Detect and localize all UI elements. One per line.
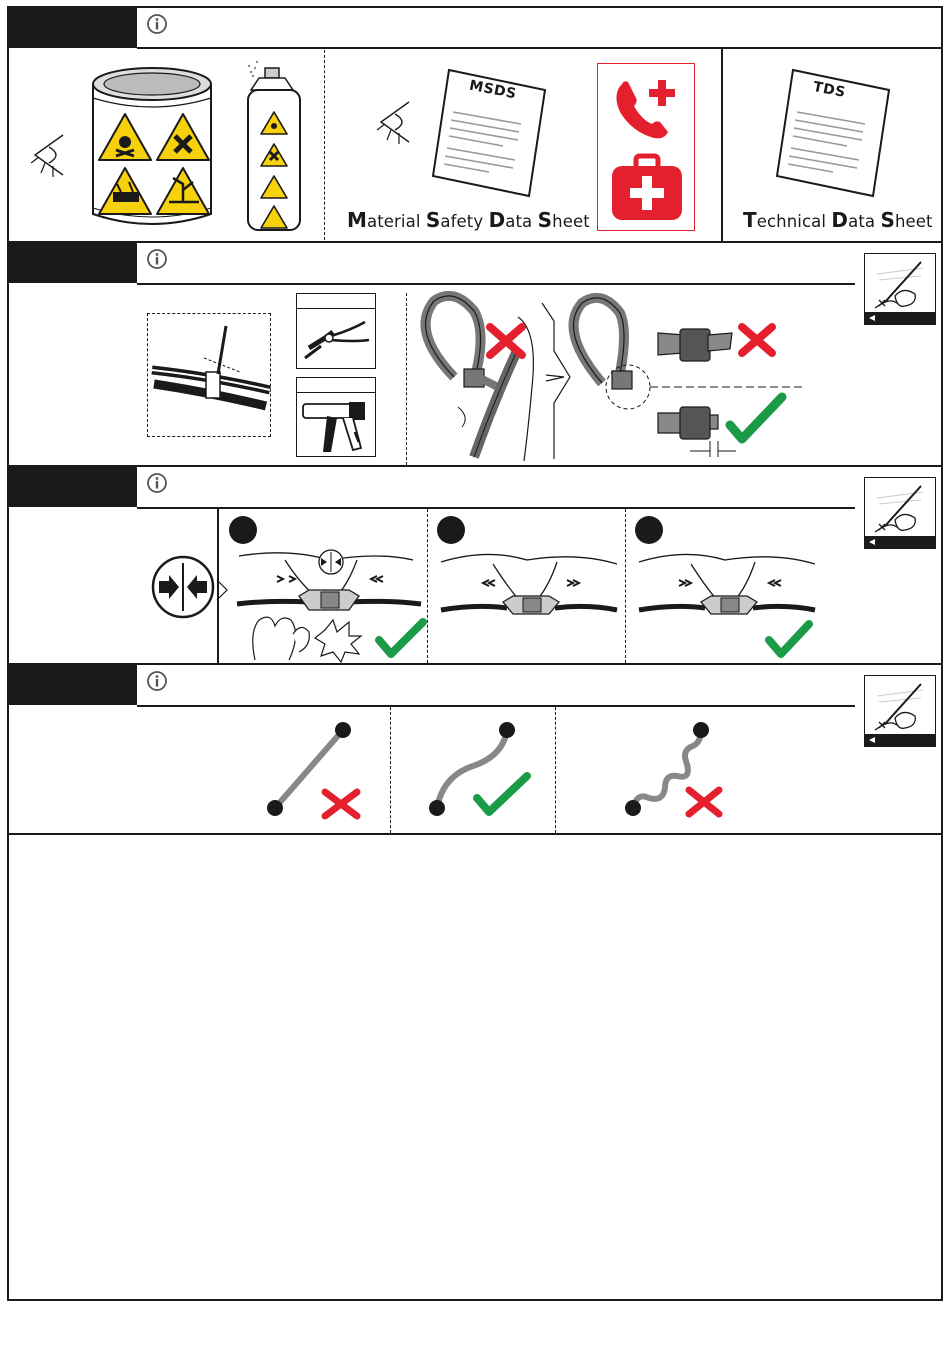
cable-routing-straight xyxy=(259,716,369,820)
divider xyxy=(427,509,428,663)
divider xyxy=(721,48,723,242)
eye-icon xyxy=(29,133,69,183)
instruction-page xyxy=(7,6,943,1301)
section-4-tab xyxy=(9,665,137,705)
cable-tie-detail xyxy=(147,313,271,437)
push-together-icon xyxy=(151,555,215,619)
tds-doc-title: TDS xyxy=(811,79,847,101)
connector-step-3 xyxy=(635,512,825,662)
divider xyxy=(625,509,626,663)
section-4-header-line xyxy=(137,705,855,707)
side-cutter-tool xyxy=(296,293,376,369)
section-3-tab xyxy=(9,467,137,507)
section-divider xyxy=(9,465,943,467)
connector-step-1 xyxy=(229,512,429,662)
info-icon xyxy=(147,473,167,493)
note-pen-icon xyxy=(864,675,936,747)
hazard-paint-can xyxy=(89,64,215,234)
section-3-header-line xyxy=(137,507,855,509)
eye-icon xyxy=(375,100,415,150)
divider xyxy=(406,293,407,465)
empty-area xyxy=(9,835,941,1299)
info-icon xyxy=(147,249,167,269)
emergency-box xyxy=(597,63,695,231)
emergency-phone-icon xyxy=(612,76,682,142)
msds-label: Material Safety Data Sheet xyxy=(347,208,590,232)
divider xyxy=(324,50,325,240)
connector-step-2 xyxy=(437,512,627,662)
tds-label: Technical Data Sheet xyxy=(743,208,933,232)
first-aid-kit-icon xyxy=(612,156,682,220)
cable-routing-kinked xyxy=(619,716,729,820)
tensioning-tool xyxy=(296,377,376,457)
divider xyxy=(390,707,391,833)
cable-tie-trim-illustration xyxy=(414,291,814,461)
section-1-tab xyxy=(9,8,137,48)
section-2-tab xyxy=(9,243,137,283)
divider xyxy=(555,707,556,833)
info-icon xyxy=(147,671,167,691)
msds-doc-title: MSDS xyxy=(467,77,518,103)
section-1-header-line xyxy=(137,47,943,49)
info-icon xyxy=(147,14,167,34)
hazard-spray-can xyxy=(245,56,305,236)
section-2-header-line xyxy=(137,283,855,285)
note-pen-icon xyxy=(864,253,936,325)
cable-routing-curved xyxy=(423,716,533,820)
section-divider xyxy=(9,241,943,243)
section-divider xyxy=(9,663,943,665)
note-pen-icon xyxy=(864,477,936,549)
